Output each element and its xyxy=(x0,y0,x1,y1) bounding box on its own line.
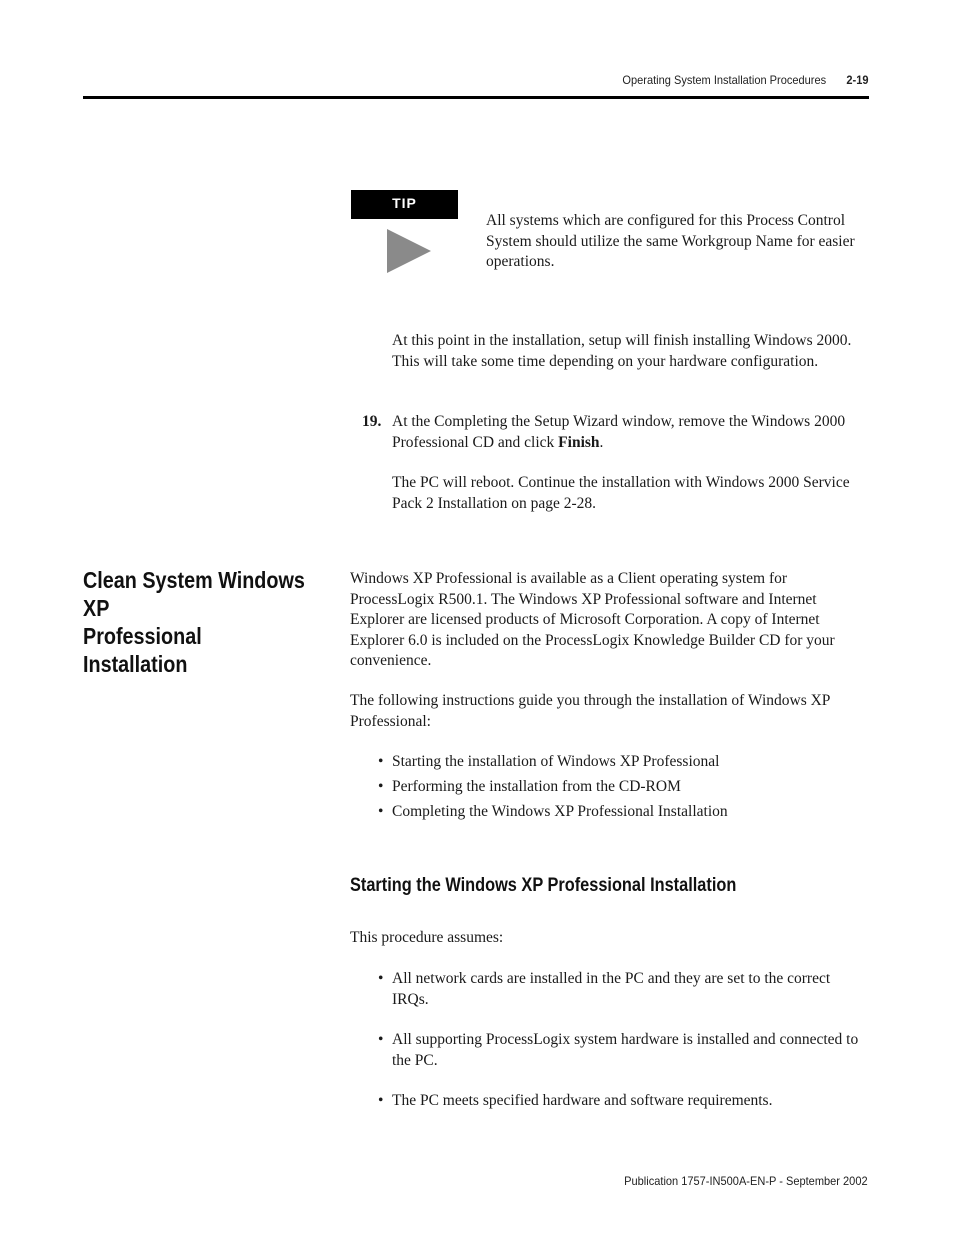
section-bullet-list xyxy=(378,752,858,823)
intro-paragraph: At this point in the installation, setup will finish installing Windows 2000. This will take some time depending on your hardware configuration. xyxy=(392,332,852,370)
list-item: • The PC meets specified hardware and software requirements. xyxy=(378,1092,773,1109)
step-text-before: At the Completing the Setup Wizard window, remove the Windows 2000 Professional CD and click xyxy=(392,413,846,451)
header-section-title: Operating System Installation Procedures xyxy=(621,73,826,87)
running-header xyxy=(622,73,868,87)
subsection-heading: Starting the Windows XP Professional Installation xyxy=(350,875,737,896)
subsection-bullet-list xyxy=(378,969,870,1112)
step-text xyxy=(392,412,862,453)
footer-publication: Publication 1757-IN500A-EN-P - September 2002 xyxy=(624,1174,868,1188)
tip-label: TIP xyxy=(351,190,458,219)
step-text-bold: Finish xyxy=(558,433,600,451)
tip-text: All systems which are configured for this Process Control System should utilize the same Workgroup Name for easier operations. xyxy=(486,212,855,270)
step-followup: The PC will reboot. Continue the installation with Windows 2000 Service Pack 2 Installation on page 2-28. xyxy=(392,474,850,512)
list-item: • All network cards are installed in the PC and they are set to the correct IRQs. xyxy=(378,970,831,1008)
step-number: 19. xyxy=(362,413,382,430)
section-paragraph-1: Windows XP Professional is available as a Client operating system for ProcessLogix R500.1. The Windows XP Professional software and Internet Explorer are licensed products of Microsoft Corporation. A copy of Internet Explorer 6.0 is included on the ProcessLogix Knowledge Builder CD for your convenience. xyxy=(350,570,835,669)
header-page-number: 2-19 xyxy=(845,73,868,87)
header-rule xyxy=(83,96,869,99)
list-item: • Completing the Windows XP Professional Installation xyxy=(378,803,728,820)
section-heading-line1: Clean System Windows XP xyxy=(83,567,305,621)
subsection-intro: This procedure assumes: xyxy=(350,929,504,946)
list-item: • All supporting ProcessLogix system hardware is installed and connected to the PC. xyxy=(378,1031,859,1069)
list-item: • Starting the installation of Windows XP Professional xyxy=(378,753,720,770)
section-heading xyxy=(83,566,307,678)
play-triangle-icon xyxy=(387,229,431,273)
section-heading-line2: Professional Installation xyxy=(83,623,202,677)
list-item: • Performing the installation from the CD-ROM xyxy=(378,778,681,795)
step-text-after: . xyxy=(599,433,604,451)
section-paragraph-2: The following instructions guide you through the installation of Windows XP Professional: xyxy=(350,692,830,730)
